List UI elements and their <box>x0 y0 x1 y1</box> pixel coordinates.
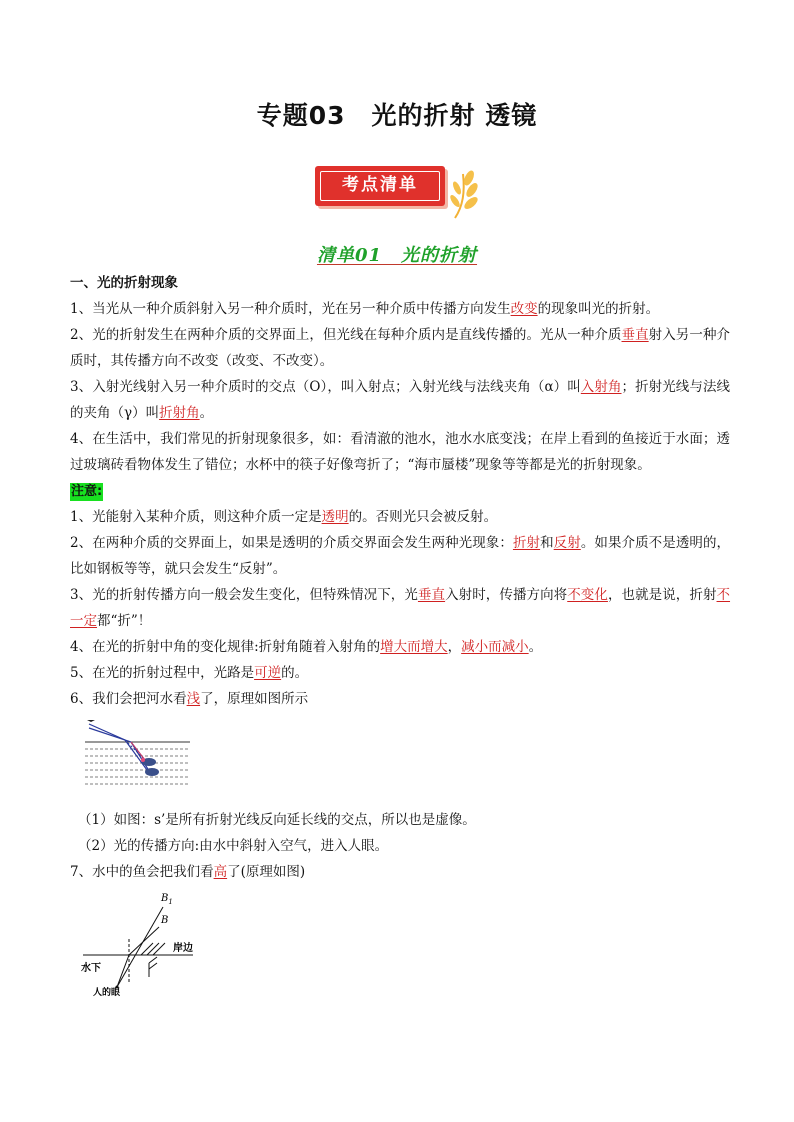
figure-river-shallow <box>85 718 730 799</box>
note-4: 4、在光的折射中角的变化规律:折射角随着入射角的增大而增大，减小而减小。 <box>70 639 543 655</box>
paragraph-4: 4、在生活中，我们常见的折射现象很多，如：看清澈的池水，池水水底变浅；在岸上看到的鱼接近于水面；透过玻璃砖看物体发生了错位；水杯中的筷子好像弯折了；“海市蜃楼”现象等等都是光的折射现象。 <box>70 431 730 473</box>
badge-label: 考点清单 <box>320 171 440 201</box>
laurel-icon <box>447 166 483 220</box>
label-b: B <box>161 915 169 926</box>
note-5: 5、在光的折射过程中，光路是可逆的。 <box>70 665 309 681</box>
label-shore: 岸边 <box>173 943 193 954</box>
figure-note-2: （2）光的传播方向:由水中斜射入空气，进入人眼。 <box>78 838 389 854</box>
fish-view-diagram <box>73 887 208 997</box>
subheading: 一、光的折射现象 <box>70 275 178 291</box>
note-label-row <box>70 478 730 504</box>
label-underwater: 水下 <box>81 963 101 974</box>
section-heading: 清单01 光的折射 <box>316 245 478 266</box>
paragraph-2: 2、光的折射发生在两种介质的交界面上，但光线在每种介质内是直线传播的。光从一种介质垂直射入另一种介质时，其传播方向不改变（改变、不改变）。 <box>70 327 731 369</box>
label-eye: 人的眼 <box>93 988 121 997</box>
section-badge <box>315 158 490 220</box>
note-7: 7、水中的鱼会把我们看高了(原理如图) <box>70 864 306 880</box>
note-1: 1、光能射入某种介质，则这种介质一定是透明的。否则光只会被反射。 <box>70 509 498 525</box>
note-6: 6、我们会把河水看浅了，原理如图所示 <box>70 691 309 707</box>
label-b1: $B_1$ <box>161 893 173 906</box>
note-3: 3、光的折射传播方向一般会发生变化，但特殊情况下，光垂直入射时，传播方向将不变化，也就是说，折射不一定都“折”！ <box>70 587 731 629</box>
paragraph-1: 1、当光从一种介质斜射入另一种介质时，光在另一种介质中传播方向发生改变的现象叫光的折射。 <box>70 301 660 317</box>
note-2: 2、在两种介质的交界面上，如果是透明的介质交界面会发生两种光现象：折射和反射。如果介质不是透明的，比如钢板等等，就只会发生“反射”。 <box>70 535 731 577</box>
figure-fish-view <box>73 887 730 1006</box>
figure-note-1: （1）如图：s’是所有折射光线反向延长线的交点，所以也是虚像。 <box>78 812 476 828</box>
paragraph-3: 3、入射光线射入另一种介质时的交点（O），叫入射点；入射光线与法线夹角（α）叫入射角；折射光线与法线的夹角（γ）叫折射角。 <box>70 379 731 421</box>
page-title: 专题03 光的折射 透镜 <box>256 101 538 130</box>
refraction-diagram <box>85 718 195 790</box>
content <box>70 270 730 1006</box>
note-label: 注意: <box>71 484 103 499</box>
